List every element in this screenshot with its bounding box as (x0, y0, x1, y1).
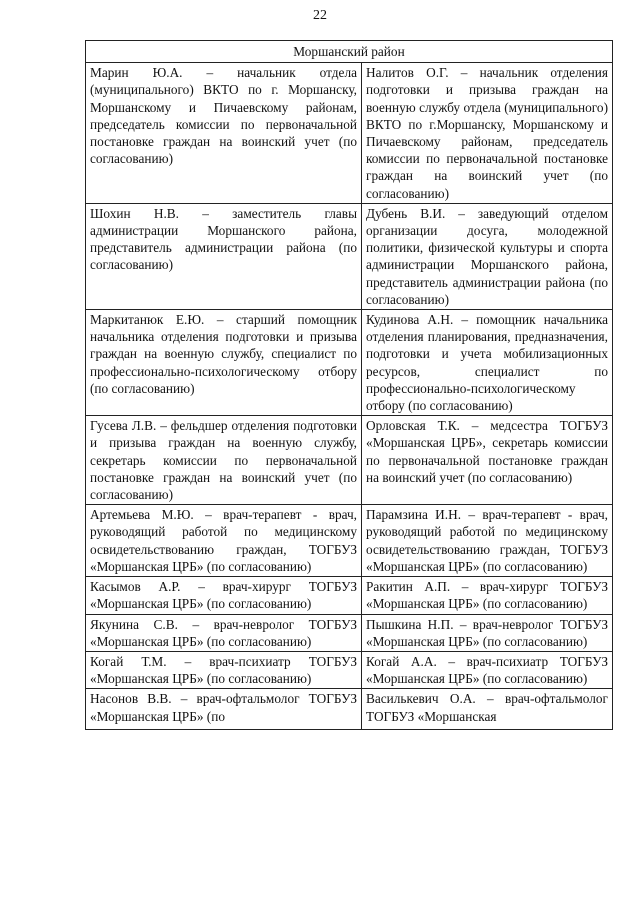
substitute-member-cell: Василькевич О.А. – врач-офтальмолог ТОГБУЗ «Моршанская (362, 689, 613, 730)
primary-member-cell: Насонов В.В. – врач-офтальмолог ТОГБУЗ «Моршанская ЦРБ» (по (86, 689, 362, 730)
primary-member-cell: Маркитанюк Е.Ю. – старший помощник начальника отделения подготовки и призыва граждан на военную службу, специалист по профессионально-психологическому отбору (по согласованию) (86, 310, 362, 416)
substitute-member-cell: Парамзина И.Н. – врач-терапевт - врач, руководящий работой по медицинскому освидетельствованию граждан, ТОГБУЗ «Моршанская ЦРБ» (по согласованию) (362, 505, 613, 577)
primary-member-cell: Якунина С.В. – врач-невролог ТОГБУЗ «Моршанская ЦРБ» (по согласованию) (86, 614, 362, 651)
primary-member-cell: Касымов А.Р. – врач-хирург ТОГБУЗ «Моршанская ЦРБ» (по согласованию) (86, 577, 362, 614)
district-heading: Моршанский район (86, 41, 613, 63)
table-row (86, 651, 613, 688)
substitute-member-cell: Налитов О.Г. – начальник отделения подготовки и призыва граждан на военную службу отдела (муниципального) ВКТО по г.Моршанску, Моршанскому и Пичаевскому районам, председатель комиссии по первоначальной постановке граждан на воинский учет (по согласованию) (362, 63, 613, 204)
primary-member-cell: Когай Т.М. – врач-психиатр ТОГБУЗ «Моршанская ЦРБ» (по согласованию) (86, 651, 362, 688)
substitute-member-cell: Пышкина Н.П. – врач-невролог ТОГБУЗ «Моршанская ЦРБ» (по согласованию) (362, 614, 613, 651)
table-row (86, 689, 613, 730)
substitute-member-cell: Дубень В.И. – заведующий отделом организации досуга, молодежной политики, физической культуры и спорта администрации Моршанского района, представитель администрации района (по согласованию) (362, 203, 613, 309)
primary-member-cell: Шохин Н.В. – заместитель главы администрации Моршанского района, представитель администрации района (по согласованию) (86, 203, 362, 309)
table-header-row (86, 41, 613, 63)
table-row (86, 416, 613, 505)
table-row (86, 203, 613, 309)
table-row (86, 63, 613, 204)
substitute-member-cell: Кудинова А.Н. – помощник начальника отделения планирования, предназначения, подготовки и учета мобилизационных ресурсов, специалист по профессионально-психологическому отбору (по согласованию) (362, 310, 613, 416)
table-row (86, 614, 613, 651)
substitute-member-cell: Орловская Т.К. – медсестра ТОГБУЗ «Моршанская ЦРБ», секретарь комиссии по первоначальной постановке граждан на воинский учет (по согласованию) (362, 416, 613, 505)
substitute-member-cell: Когай А.А. – врач-психиатр ТОГБУЗ «Моршанская ЦРБ» (по согласованию) (362, 651, 613, 688)
substitute-member-cell: Ракитин А.П. – врач-хирург ТОГБУЗ «Моршанская ЦРБ» (по согласованию) (362, 577, 613, 614)
page-number: 22 (313, 8, 327, 23)
primary-member-cell: Марин Ю.А. – начальник отдела (муниципального) ВКТО по г. Моршанску, Моршанскому и Пичаевскому районам, председатель комиссии по первоначальной постановке граждан на воинский учет (по согласованию) (86, 63, 362, 204)
primary-member-cell: Артемьева М.Ю. – врач-терапевт - врач, руководящий работой по медицинскому освидетельствованию граждан, ТОГБУЗ «Моршанская ЦРБ» (по согласованию) (86, 505, 362, 577)
table-row (86, 505, 613, 577)
commission-table (85, 40, 613, 730)
table-row (86, 577, 613, 614)
table-row (86, 310, 613, 416)
primary-member-cell: Гусева Л.В. – фельдшер отделения подготовки и призыва граждан на военную службу, секретарь комиссии по первоначальной постановке граждан на воинский учет (по согласованию) (86, 416, 362, 505)
